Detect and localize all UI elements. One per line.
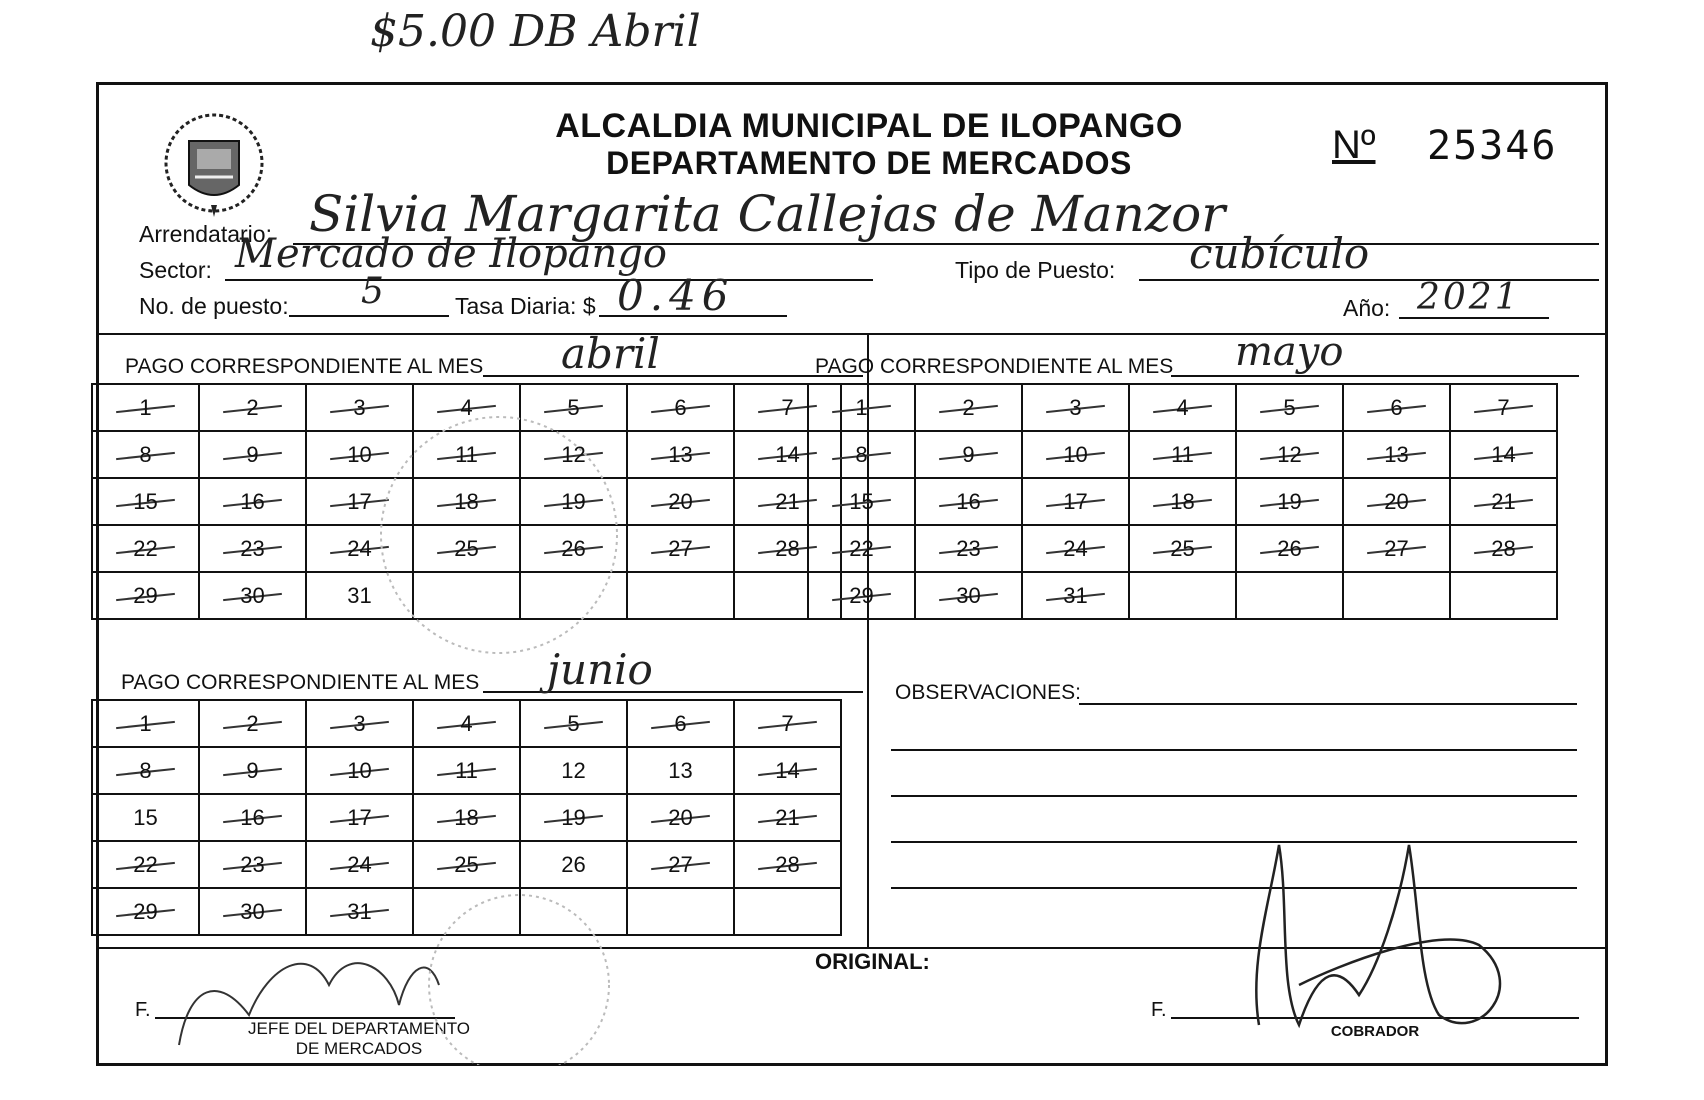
month-3-label: PAGO CORRESPONDIENTE AL MES	[121, 671, 480, 694]
day-cell-27: 27	[1343, 525, 1450, 572]
day-cell-15: 15	[92, 478, 199, 525]
right-signature-title: COBRADOR	[1330, 1023, 1420, 1040]
day-cell-19: 19	[520, 794, 627, 841]
day-cell-10: 10	[306, 431, 413, 478]
puesto-label: No. de puesto:	[139, 293, 289, 319]
day-cell-25: 25	[1129, 525, 1236, 572]
day-cell-30: 30	[199, 888, 306, 935]
anio-value: 2021	[1417, 277, 1521, 318]
left-signature-prefix: F.	[135, 999, 151, 1021]
day-cell-20: 20	[627, 794, 734, 841]
day-cell-26: 26	[520, 525, 627, 572]
empty-day-cell	[520, 572, 627, 619]
day-cell-25: 25	[413, 525, 520, 572]
day-cell-5: 5	[520, 700, 627, 747]
day-cell-7: 7	[734, 384, 841, 431]
day-cell-13: 13	[627, 431, 734, 478]
day-cell-9: 9	[199, 431, 306, 478]
day-cell-5: 5	[1236, 384, 1343, 431]
day-cell-6: 6	[1343, 384, 1450, 431]
empty-day-cell	[627, 888, 734, 935]
right-signature-prefix: F.	[1151, 999, 1167, 1021]
day-cell-29: 29	[808, 572, 915, 619]
day-cell-21: 21	[734, 478, 841, 525]
day-cell-30: 30	[199, 572, 306, 619]
day-cell-18: 18	[1129, 478, 1236, 525]
day-cell-27: 27	[627, 841, 734, 888]
left-signature-title-1: JEFE DEL DEPARTAMENTO	[248, 1019, 470, 1038]
day-cell-3: 3	[306, 700, 413, 747]
day-cell-11: 11	[413, 431, 520, 478]
day-cell-29: 29	[92, 888, 199, 935]
empty-day-cell	[520, 888, 627, 935]
day-cell-23: 23	[199, 841, 306, 888]
month-1-calendar	[91, 383, 842, 620]
original-label: ORIGINAL:	[815, 949, 930, 974]
day-cell-27: 27	[627, 525, 734, 572]
empty-day-cell	[1450, 572, 1557, 619]
day-cell-31: 31	[306, 888, 413, 935]
day-cell-17: 17	[306, 794, 413, 841]
sector-value: Mercado de Ilopango	[235, 231, 667, 277]
day-cell-15: 15	[92, 794, 199, 841]
anio-label: Año:	[1343, 295, 1391, 321]
day-cell-16: 16	[199, 794, 306, 841]
day-cell-11: 11	[413, 747, 520, 794]
day-cell-17: 17	[1022, 478, 1129, 525]
sector-label: Sector:	[139, 257, 212, 283]
day-cell-14: 14	[1450, 431, 1557, 478]
empty-day-cell	[627, 572, 734, 619]
month-3-value: junio	[547, 645, 653, 694]
day-cell-15: 15	[808, 478, 915, 525]
day-cell-6: 6	[627, 700, 734, 747]
day-cell-26: 26	[520, 841, 627, 888]
day-cell-18: 18	[413, 478, 520, 525]
day-cell-31: 31	[1022, 572, 1129, 619]
day-cell-28: 28	[734, 841, 841, 888]
day-cell-9: 9	[199, 747, 306, 794]
empty-day-cell	[1236, 572, 1343, 619]
day-cell-22: 22	[92, 841, 199, 888]
day-cell-29: 29	[92, 572, 199, 619]
day-cell-23: 23	[915, 525, 1022, 572]
day-cell-11: 11	[1129, 431, 1236, 478]
day-cell-28: 28	[1450, 525, 1557, 572]
market-payment-form	[96, 82, 1608, 1066]
puesto-value: 5	[361, 271, 384, 312]
empty-day-cell	[1343, 572, 1450, 619]
day-cell-10: 10	[1022, 431, 1129, 478]
day-cell-14: 14	[734, 747, 841, 794]
day-cell-8: 8	[92, 747, 199, 794]
day-cell-26: 26	[1236, 525, 1343, 572]
day-cell-21: 21	[1450, 478, 1557, 525]
left-signature-title-2: DE MERCADOS	[295, 1039, 423, 1058]
day-cell-1: 1	[92, 700, 199, 747]
day-cell-30: 30	[915, 572, 1022, 619]
day-cell-13: 13	[1343, 431, 1450, 478]
day-cell-5: 5	[520, 384, 627, 431]
day-cell-12: 12	[520, 747, 627, 794]
day-cell-3: 3	[1022, 384, 1129, 431]
day-cell-9: 9	[915, 431, 1022, 478]
form-number: 25346	[1427, 123, 1558, 169]
handwritten-note: $5.00 DB Abril	[370, 6, 701, 57]
day-cell-25: 25	[413, 841, 520, 888]
month-1-value: abril	[561, 329, 660, 378]
day-cell-24: 24	[1022, 525, 1129, 572]
day-cell-23: 23	[199, 525, 306, 572]
form-number-label: Nº	[1332, 123, 1376, 167]
day-cell-2: 2	[199, 384, 306, 431]
municipal-seal-icon	[159, 105, 269, 223]
empty-day-cell	[734, 888, 841, 935]
arrendatario-label: Arrendatario:	[139, 221, 272, 247]
day-cell-10: 10	[306, 747, 413, 794]
header-title: ALCALDIA MUNICIPAL DE ILOPANGO	[555, 107, 1183, 145]
month-2-calendar	[807, 383, 1558, 620]
month-2-value: mayo	[1235, 329, 1344, 375]
day-cell-20: 20	[627, 478, 734, 525]
day-cell-4: 4	[413, 700, 520, 747]
arrendatario-value: Silvia Margarita Callejas de Manzor	[309, 185, 1226, 243]
tasa-label: Tasa Diaria: $	[455, 293, 596, 319]
day-cell-24: 24	[306, 841, 413, 888]
day-cell-22: 22	[92, 525, 199, 572]
day-cell-1: 1	[92, 384, 199, 431]
day-cell-2: 2	[199, 700, 306, 747]
day-cell-6: 6	[627, 384, 734, 431]
day-cell-12: 12	[520, 431, 627, 478]
day-cell-3: 3	[306, 384, 413, 431]
day-cell-7: 7	[734, 700, 841, 747]
observaciones-label: OBSERVACIONES:	[895, 681, 1081, 704]
month-2-label: PAGO CORRESPONDIENTE AL MES	[815, 355, 1174, 378]
day-cell-4: 4	[413, 384, 520, 431]
tipo-puesto-value: cubículo	[1189, 229, 1370, 278]
day-cell-8: 8	[92, 431, 199, 478]
empty-day-cell	[413, 572, 520, 619]
empty-day-cell	[1129, 572, 1236, 619]
empty-day-cell	[413, 888, 520, 935]
day-cell-20: 20	[1343, 478, 1450, 525]
day-cell-17: 17	[306, 478, 413, 525]
day-cell-22: 22	[808, 525, 915, 572]
day-cell-21: 21	[734, 794, 841, 841]
day-cell-24: 24	[306, 525, 413, 572]
day-cell-12: 12	[1236, 431, 1343, 478]
month-3-calendar	[91, 699, 842, 936]
tasa-value: 0.46	[617, 271, 735, 320]
day-cell-19: 19	[1236, 478, 1343, 525]
day-cell-13: 13	[627, 747, 734, 794]
day-cell-31: 31	[306, 572, 413, 619]
tipo-puesto-label: Tipo de Puesto:	[955, 257, 1116, 283]
day-cell-14: 14	[734, 431, 841, 478]
day-cell-8: 8	[808, 431, 915, 478]
day-cell-2: 2	[915, 384, 1022, 431]
day-cell-16: 16	[199, 478, 306, 525]
day-cell-18: 18	[413, 794, 520, 841]
day-cell-7: 7	[1450, 384, 1557, 431]
day-cell-4: 4	[1129, 384, 1236, 431]
day-cell-28: 28	[734, 525, 841, 572]
header-subtitle: DEPARTAMENTO DE MERCADOS	[606, 145, 1132, 181]
day-cell-1: 1	[808, 384, 915, 431]
day-cell-19: 19	[520, 478, 627, 525]
month-1-label: PAGO CORRESPONDIENTE AL MES	[125, 355, 484, 378]
day-cell-16: 16	[915, 478, 1022, 525]
